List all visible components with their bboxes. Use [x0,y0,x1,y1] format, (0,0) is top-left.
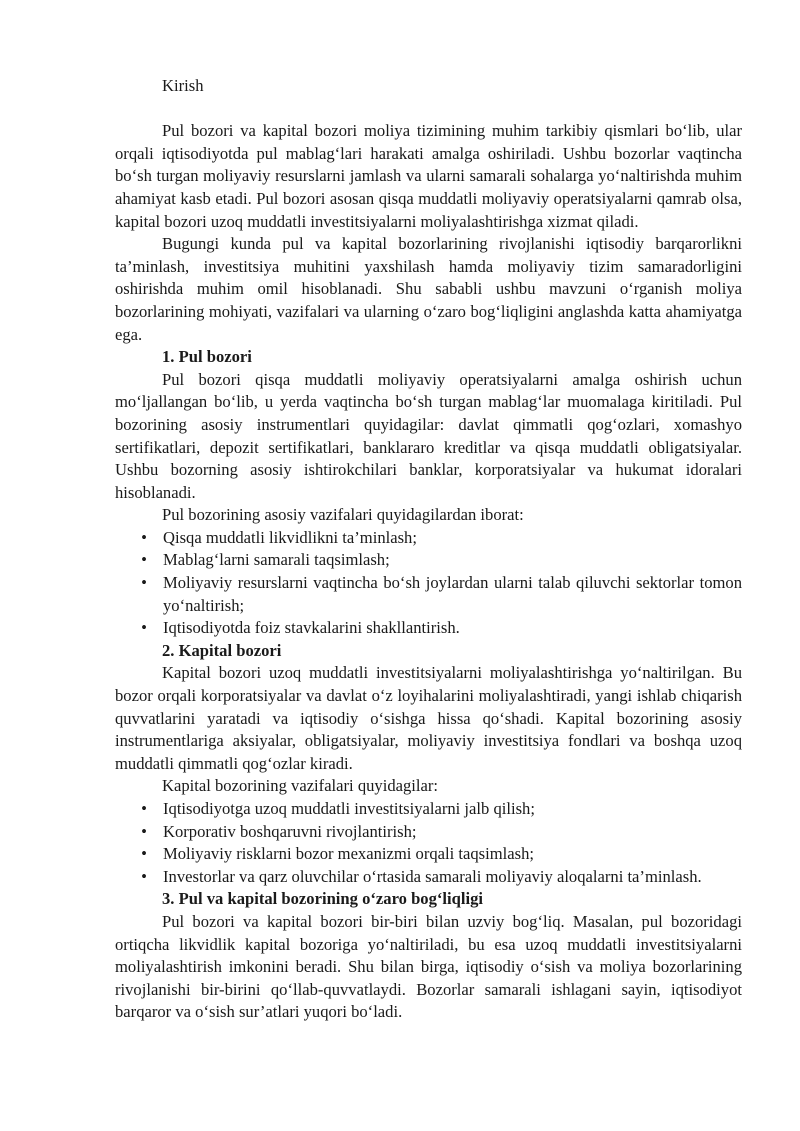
section-2-list [115,798,742,888]
bullet-icon: • [141,821,147,841]
section-3-paragraph-1: Pul bozori va kapital bozori bir-biri bilan uzviy bog‘liq. Masalan, pul bozoridagi ortiqcha likvidlik kapital bozoriga yo‘naltiriladi, bu esa uzoq muddatli investitsiyalarni moliyalashtirish imkonini beradi. Shu bilan birga, iqtisodiy o‘sish va moliya bozorlarining rivojlanishi bir-birini qo‘llab-quvvatlaydi. Bozorlar samarali ishlagani sayin, iqtisodiyot barqaror va o‘sish sur’atlari yuqori bo‘ladi. [115,911,742,1022]
list-item [115,798,742,821]
list-item-text: Mablag‘larni samarali taqsimlash; [163,550,390,570]
intro-paragraph-1: Pul bozori va kapital bozori moliya tizimining muhim tarkibiy qismlari bo‘lib, ular orqali iqtisodiyotda pul mablag‘lari harakati amalga oshiriladi. Ushbu bozorlar vaqtincha bo‘sh turgan moliyaviy resurslarni jamlash va ularni samarali sohalarga yo‘naltirishda muhim ahamiyat kasb etadi. Pul bozori asosan qisqa muddatli moliyaviy operatsiyalarni qamrab olsa, kapital bozori uzoq muddatli investitsiyalarni moliyalashtirishga xizmat qiladi. [115,121,742,231]
section-1-paragraph-2: Pul bozorining asosiy vazifalari quyidagilardan iborat: [162,505,524,525]
document-title: Kirish [162,76,204,95]
bullet-icon: • [141,618,147,638]
list-item-text: Moliyaviy resurslarni vaqtincha bo‘sh joylardan ularni talab qiluvchi sektorlar tomon yo‘naltirish; [163,573,742,615]
list-item [115,866,742,889]
section-1-paragraph-1: Pul bozori qisqa muddatli moliyaviy operatsiyalarni amalga oshirish uchun mo‘ljallangan bo‘lib, u yerda vaqtincha bo‘sh turgan mablag‘lar muomalaga kiritiladi. Pul bozorining asosiy instrumentlari quyidagilar: davlat qimmatli qog‘ozlari, xomashyo sertifikatlari, depozit sertifikatlari, banklararo kreditlar va qisqa muddatli obligatsiyalar. Ushbu bozorning asosiy ishtirokchilari banklar, korporatsiyalar va hukumat idoralari hisoblanadi. [115,369,742,502]
bullet-icon: • [141,844,147,864]
intro-paragraph-2: Bugungi kunda pul va kapital bozorlarining rivojlanishi iqtisodiy barqarorlikni ta’minlash, investitsiya muhitini yaxshilash hamda moliyaviy tizim samaradorligini oshirishda muhim omil hisoblanadi. Shu sababli ushbu mavzuni o‘rganish moliya bozorlarining mohiyati, vazifalari va ularning o‘zaro bog‘liqligini anglashda katta ahamiyatga ega. [115,234,742,344]
bullet-icon: • [141,799,147,818]
document-page [115,75,742,1024]
list-item-text: Qisqa muddatli likvidlikni ta’minlash; [163,527,417,547]
list-item-text: Korporativ boshqaruvni rivojlantirish; [163,821,417,841]
spacer [115,98,742,121]
list-item [115,549,742,572]
list-item-text: Moliyaviy risklarni bozor mexanizmi orqali taqsimlash; [163,844,534,864]
section-2-paragraph-1: Kapital bozori uzoq muddatli investitsiyalarni moliyalashtirishga yo‘naltirilgan. Bu bozor orqali korporatsiyalar va davlat o‘z loyihalarini moliyalashtiradi, yangi ishlab chiqarish quvvatlarini yaratadi va iqtisodiy o‘sishga hissa qo‘shadi. Kapital bozorining asosiy instrumentlariga aksiyalar, obligatsiyalar, moliyaviy investitsiya fondlari va boshqa uzoq muddatli qimmatli qog‘ozlar kiradi. [115,663,742,773]
bullet-icon: • [141,550,147,570]
list-item-text: Iqtisodiyotga uzoq muddatli investitsiyalarni jalb qilish; [163,799,535,818]
section-1-list [115,527,742,640]
list-item-text: Investorlar va qarz oluvchilar o‘rtasida samarali moliyaviy aloqalarni ta’minlash. [163,866,702,886]
list-item [115,843,742,866]
list-item [115,821,742,844]
section-2-paragraph-2: Kapital bozorining vazifalari quyidagilar: [162,776,439,796]
section-3-heading: 3. Pul va kapital bozorining o‘zaro bog‘liqligi [162,889,484,909]
section-2-heading: 2. Kapital bozori [162,640,282,660]
list-item-text: Iqtisodiyotda foiz stavkalarini shakllantirish. [163,618,460,638]
bullet-icon: • [141,866,147,886]
list-item [115,527,742,550]
bullet-icon: • [141,573,147,593]
list-item [115,572,742,617]
list-item [115,617,742,640]
section-1-heading: 1. Pul bozori [162,347,252,367]
bullet-icon: • [141,527,147,547]
